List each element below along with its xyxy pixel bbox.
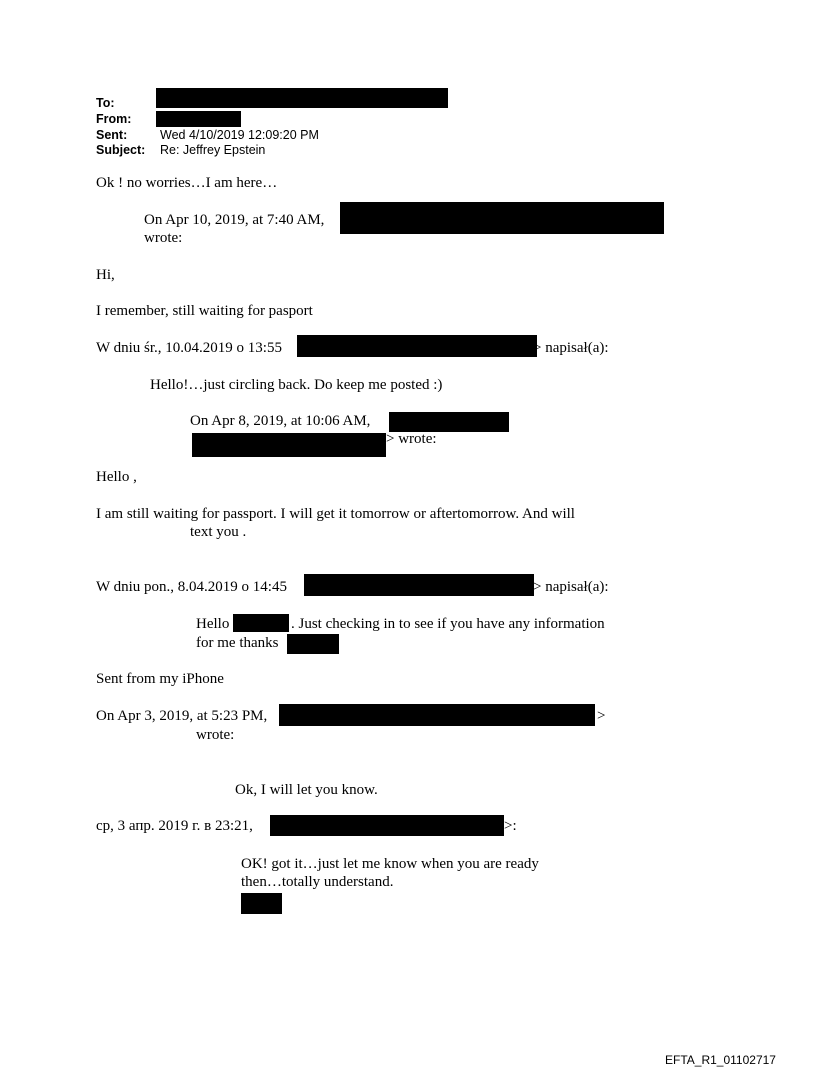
redacted-signature-1 bbox=[287, 634, 339, 654]
redacted-signature-2 bbox=[241, 893, 282, 914]
redacted-quote2-name bbox=[389, 412, 509, 432]
sent-from-iphone: Sent from my iPhone bbox=[96, 671, 224, 687]
checking-line-2: for me thanks bbox=[196, 635, 279, 651]
redacted-quote2-email bbox=[192, 433, 386, 457]
hello-line: Hello , bbox=[96, 469, 137, 485]
quote3-gt: > bbox=[597, 708, 606, 724]
quote1-intro: On Apr 10, 2019, at 7:40 AM, bbox=[144, 212, 325, 228]
greeting-hi: Hi, bbox=[96, 267, 115, 283]
napisal-1: > napisał(a): bbox=[533, 340, 609, 356]
subject-label: Subject: bbox=[96, 143, 146, 157]
redacted-email-2 bbox=[304, 574, 534, 596]
subject-value: Re: Jeffrey Epstein bbox=[160, 143, 266, 157]
redacted-first-name bbox=[233, 614, 289, 632]
quote3-intro: On Apr 3, 2019, at 5:23 PM, bbox=[96, 708, 268, 724]
waiting-line-1: I am still waiting for passport. I will get it tomorrow or aftertomorrow. And will bbox=[96, 506, 575, 522]
w-dniu-line-2: W dniu pon., 8.04.2019 o 14:45 bbox=[96, 579, 287, 595]
quote2-wrote: > wrote: bbox=[386, 431, 437, 447]
let-you-know-line: Ok, I will let you know. bbox=[235, 782, 378, 798]
document-id: EFTA_R1_01102717 bbox=[665, 1053, 776, 1067]
redacted-quote1-sender bbox=[340, 202, 664, 234]
russian-date-line: ср, 3 апр. 2019 г. в 23:21, bbox=[96, 818, 253, 834]
redacted-recipient bbox=[156, 88, 448, 108]
sent-value: Wed 4/10/2019 12:09:20 PM bbox=[160, 128, 319, 142]
redacted-quote3-sender bbox=[279, 704, 595, 726]
sent-label: Sent: bbox=[96, 128, 128, 142]
reply-line: Ok ! no worries…I am here… bbox=[96, 175, 278, 191]
checking-line-1: . Just checking in to see if you have any information bbox=[291, 616, 605, 632]
napisal-2: > napisał(a): bbox=[533, 579, 609, 595]
got-it-line-2: then…totally understand. bbox=[241, 874, 394, 890]
got-it-line-1: OK! got it…just let me know when you are ready bbox=[241, 856, 539, 872]
w-dniu-line-1: W dniu śr., 10.04.2019 o 13:55 bbox=[96, 340, 282, 356]
quote3-wrote: wrote: bbox=[196, 727, 235, 743]
quote1-wrote: wrote: bbox=[144, 230, 183, 246]
redacted-email-1 bbox=[297, 335, 537, 357]
quote2-intro: On Apr 8, 2019, at 10:06 AM, bbox=[190, 413, 371, 429]
waiting-line-2: text you . bbox=[190, 524, 247, 540]
redacted-sender bbox=[156, 111, 241, 127]
hello-prefix: Hello bbox=[196, 616, 230, 632]
circling-back-line: Hello!…just circling back. Do keep me posted :) bbox=[150, 377, 443, 393]
redacted-email-3 bbox=[270, 815, 504, 836]
from-label: From: bbox=[96, 112, 132, 126]
remember-line: I remember, still waiting for pasport bbox=[96, 303, 313, 319]
to-label: To: bbox=[96, 96, 115, 110]
russian-suffix: >: bbox=[504, 818, 517, 834]
